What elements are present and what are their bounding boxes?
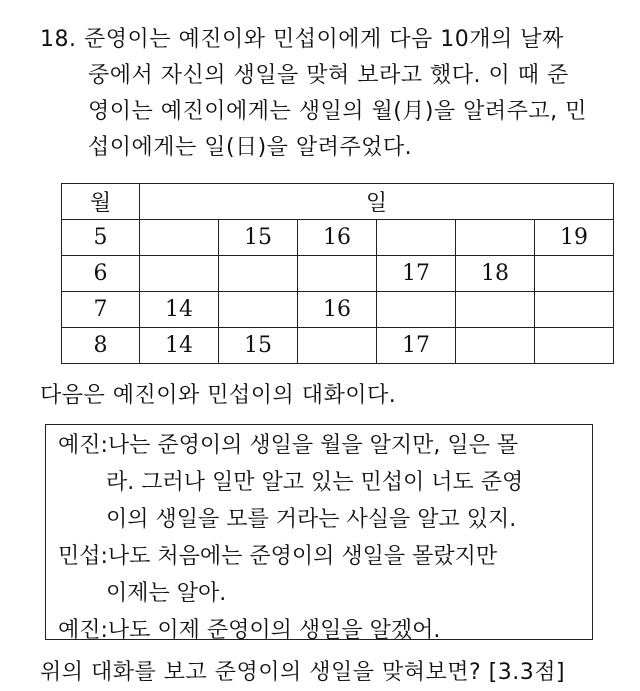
table-row bbox=[62, 256, 614, 292]
day-cell bbox=[219, 256, 298, 292]
day-cell bbox=[140, 220, 219, 256]
month-cell: 8 bbox=[62, 328, 140, 364]
problem-line: 18. 준영이는 예진이와 민섭이에게 다음 10개의 날짜 bbox=[40, 27, 564, 52]
day-cell bbox=[140, 256, 219, 292]
day-cell bbox=[535, 256, 614, 292]
day-cell bbox=[377, 292, 456, 328]
table-row bbox=[62, 328, 614, 364]
day-cell: 16 bbox=[298, 292, 377, 328]
day-cell bbox=[219, 292, 298, 328]
day-header: 일 bbox=[140, 184, 614, 220]
date-table bbox=[61, 183, 614, 364]
month-header: 월 bbox=[62, 184, 140, 220]
dialog-line: 민섭:나도 처음에는 준영이의 생일을 몰랐지만 bbox=[58, 544, 498, 569]
day-cell: 14 bbox=[140, 328, 219, 364]
day-cell: 15 bbox=[219, 220, 298, 256]
problem-text bbox=[40, 22, 630, 166]
day-cell bbox=[298, 328, 377, 364]
question-text: 위의 대화를 보고 준영이의 생일을 맞혀보면? [3.3점] bbox=[40, 660, 566, 685]
day-cell: 15 bbox=[219, 328, 298, 364]
dialog-line: 예진:나는 준영이의 생일을 월을 알지만, 일은 몰 bbox=[58, 433, 519, 458]
problem-line: 영이는 예진이에게는 생일의 월(月)을 알려주고, 민 bbox=[88, 99, 587, 124]
day-cell: 18 bbox=[456, 256, 535, 292]
month-cell: 5 bbox=[62, 220, 140, 256]
day-cell bbox=[456, 328, 535, 364]
day-cell bbox=[535, 328, 614, 364]
dialog-line: 이의 생일을 모를 거라는 사실을 알고 있지. bbox=[106, 507, 517, 532]
dialog-box bbox=[45, 424, 593, 643]
day-cell: 17 bbox=[377, 256, 456, 292]
problem-line: 섭이에게는 일(日)을 알려주었다. bbox=[88, 135, 413, 160]
month-cell: 7 bbox=[62, 292, 140, 328]
problem-line: 중에서 자신의 생일을 맞혀 보라고 했다. 이 때 준 bbox=[88, 63, 569, 88]
table-row bbox=[62, 292, 614, 328]
day-cell bbox=[535, 292, 614, 328]
day-cell: 17 bbox=[377, 328, 456, 364]
dialog-line: 라. 그러나 일만 알고 있는 민섭이 너도 준영 bbox=[106, 470, 524, 495]
day-cell bbox=[456, 292, 535, 328]
table-header-row bbox=[62, 184, 614, 220]
table-row bbox=[62, 220, 614, 256]
month-cell: 6 bbox=[62, 256, 140, 292]
dialog-line: 예진:나도 이제 준영이의 생일을 알겠어. bbox=[58, 618, 441, 643]
day-cell bbox=[456, 220, 535, 256]
day-cell: 19 bbox=[535, 220, 614, 256]
day-cell bbox=[377, 220, 456, 256]
dialog-intro: 다음은 예진이와 민섭이의 대화이다. bbox=[40, 383, 397, 408]
dialog-line: 이제는 알아. bbox=[106, 581, 227, 606]
day-cell: 14 bbox=[140, 292, 219, 328]
day-cell bbox=[298, 256, 377, 292]
day-cell: 16 bbox=[298, 220, 377, 256]
